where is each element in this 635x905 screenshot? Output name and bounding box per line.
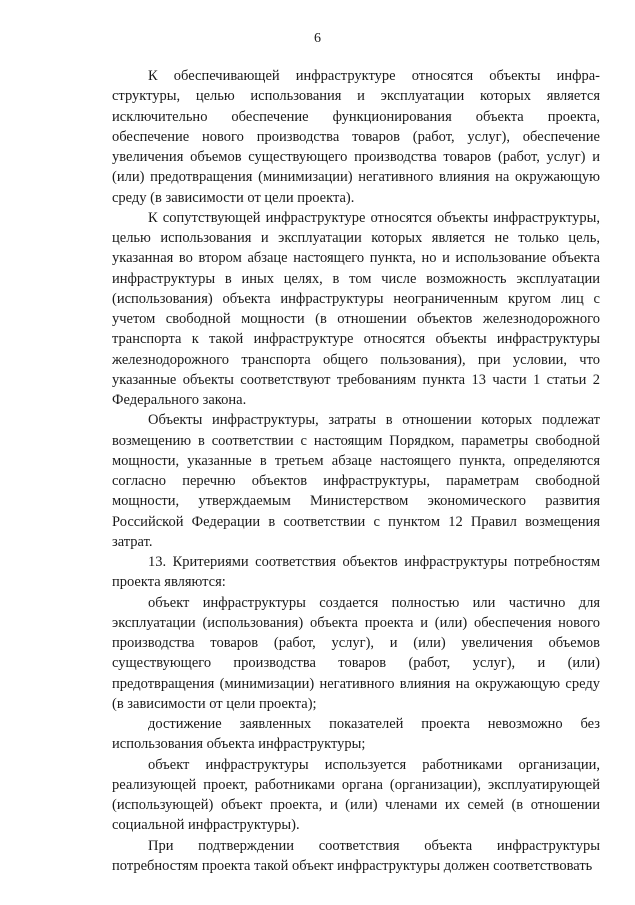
text-line: (в зависимости от цели проекта); bbox=[112, 695, 317, 712]
text-line: 13. Критериями соответствия объектов инфраструктуры потребностям bbox=[148, 554, 600, 570]
text-line: достижение заявленных показателей проекта невозможно без bbox=[148, 716, 600, 732]
paragraph-criterion-3 bbox=[112, 755, 600, 836]
text-line: производства товаров (работ, услуг), и (или) увеличения объемов bbox=[112, 635, 600, 651]
text-line: (или) предотвращения (минимизации) негативного влияния на окружающую bbox=[112, 169, 600, 186]
text-line: мощности, указанные в третьем абзаце настоящего пункта, определяются bbox=[112, 452, 600, 469]
paragraph-confirmation bbox=[112, 836, 600, 877]
page-number: 6 bbox=[314, 31, 321, 46]
text-line: затрат. bbox=[112, 533, 153, 550]
text-line: указанная во втором абзаце настоящего пункта, но и использование объекта bbox=[112, 250, 600, 267]
text-line: реализующей проект, работниками органа (организации), эксплуатирующей bbox=[112, 776, 600, 793]
text-line: К обеспечивающей инфраструктуре относятся объекты инфра- bbox=[148, 68, 600, 84]
text-line: объект инфраструктуры создается полностью или частично для bbox=[148, 594, 600, 611]
text-line: эксплуатации (использования) объекта проекта и (или) обеспечения нового bbox=[112, 614, 600, 631]
text-line: (использования) объекта инфраструктуры неограниченным кругом лиц с bbox=[112, 290, 600, 307]
text-line: инфраструктуры в иных целях, в том числе возможность эксплуатации bbox=[112, 270, 600, 287]
text-line: существующего производства товаров (работ, услуг), и (или) bbox=[112, 655, 600, 672]
text-line: возмещению в соответствии с настоящим Порядком, параметры свободной bbox=[112, 432, 600, 449]
text-line: согласно перечню объектов инфраструктуры, параметрам свободной bbox=[112, 473, 600, 489]
text-line: структуры, целью использования и эксплуатации которых является bbox=[112, 88, 600, 105]
text-line: целью использования и эксплуатации которых является не только цель, bbox=[112, 230, 600, 246]
text-line: транспорта к такой инфраструктуре относятся объекты инфраструктуры bbox=[112, 331, 600, 348]
text-line: среду (в зависимости от цели проекта). bbox=[112, 189, 355, 206]
text-line: объект инфраструктуры используется работниками организации, bbox=[148, 756, 600, 773]
text-line: железнодорожного транспорта общего пользования), при условии, что bbox=[112, 351, 600, 368]
text-line: Объекты инфраструктуры, затраты в отношении которых подлежат bbox=[148, 412, 600, 429]
text-line: исключительно обеспечение функционирования объекта проекта, bbox=[112, 108, 600, 125]
text-line: использования объекта инфраструктуры; bbox=[112, 736, 366, 753]
text-line: социальной инфраструктуры). bbox=[112, 817, 300, 834]
paragraph-supporting-infrastructure bbox=[112, 66, 600, 208]
paragraph-criterion-2 bbox=[112, 714, 600, 755]
paragraph-accompanying-infrastructure bbox=[112, 208, 600, 411]
paragraph-infrastructure-objects-costs bbox=[112, 410, 600, 552]
text-line: Российской Федерации в соответствии с пунктом 12 Правил возмещения bbox=[112, 513, 600, 530]
paragraph-criteria-13 bbox=[112, 552, 600, 593]
text-line: проекта являются: bbox=[112, 574, 226, 591]
text-line: Федерального закона. bbox=[112, 392, 247, 408]
text-line: учетом свободной мощности (в отношении объектов железнодорожного bbox=[112, 311, 600, 327]
text-line: (использующей) объект проекта, и (или) членами их семей (в отношении bbox=[112, 797, 600, 813]
text-line: потребностям проекта такой объект инфраструктуры должен соответствовать bbox=[112, 857, 593, 874]
text-line: увеличения объемов существующего производства товаров (работ, услуг) и bbox=[112, 149, 600, 165]
text-line: указанные объекты соответствуют требованиям пункта 13 части 1 статьи 2 bbox=[112, 371, 600, 388]
text-line: предотвращения (минимизации) негативного влияния на окружающую среду bbox=[112, 675, 600, 692]
text-line: мощности, утверждаемым Министерством экономического развития bbox=[112, 493, 600, 510]
text-line: обеспечение нового производства товаров (работ, услуг), обеспечение bbox=[112, 128, 600, 145]
text-line: При подтверждении соответствия объекта инфраструктуры bbox=[148, 837, 600, 854]
document-body bbox=[112, 66, 600, 876]
text-line: К сопутствующей инфраструктуре относятся объекты инфраструктуры, bbox=[148, 209, 600, 226]
paragraph-criterion-1 bbox=[112, 593, 600, 715]
